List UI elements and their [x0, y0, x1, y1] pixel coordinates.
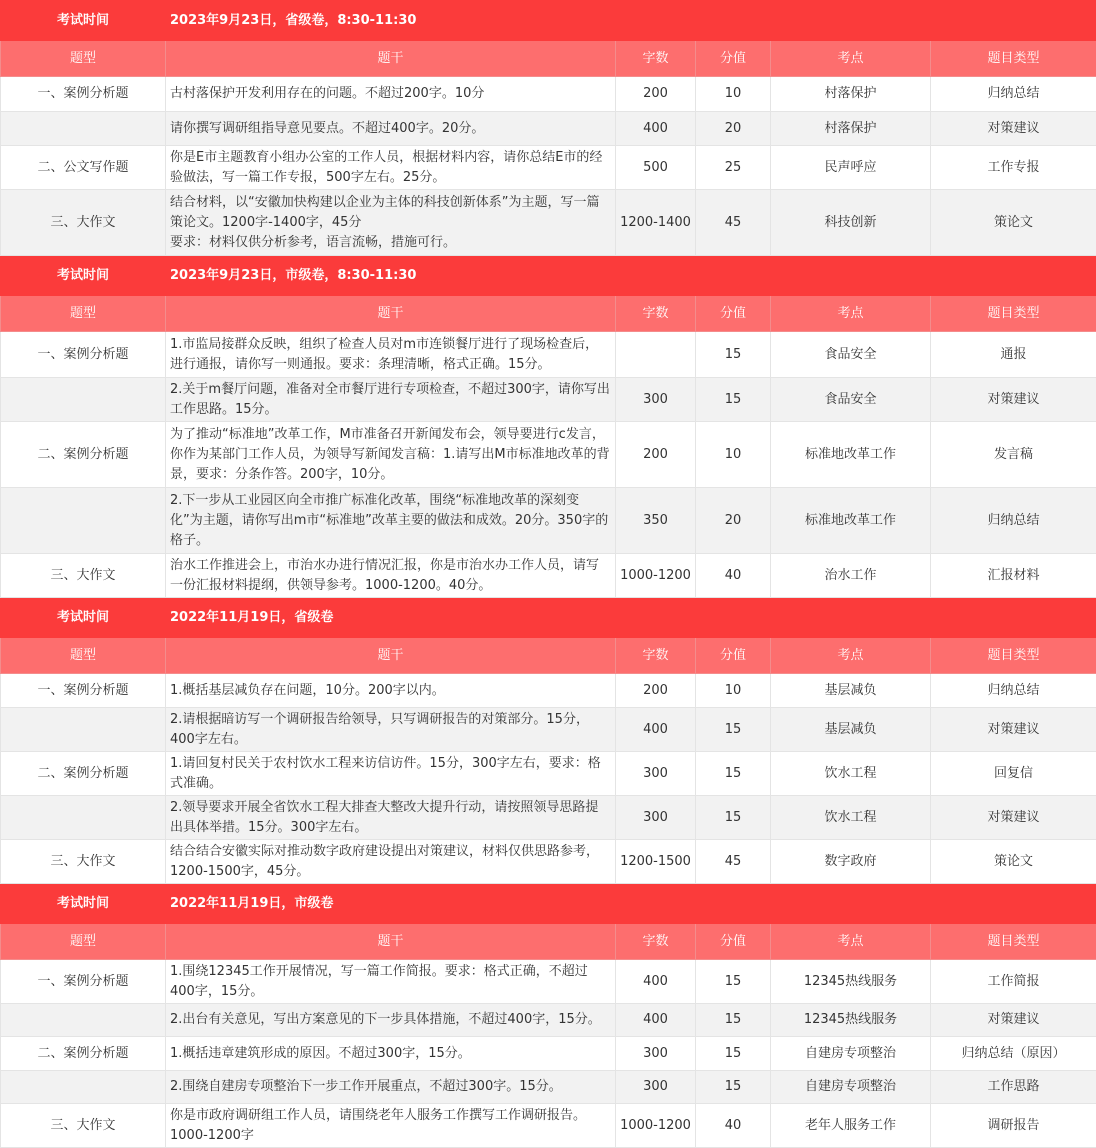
cell-point: 村落保护 — [771, 77, 931, 112]
table-row — [1, 1104, 1096, 1148]
cell-score: 20 — [696, 112, 771, 146]
cell-score: 15 — [696, 1071, 771, 1104]
header-words: 字数 — [616, 924, 696, 960]
cell-category: 通报 — [931, 332, 1096, 378]
cell-category: 归纳总结 — [931, 488, 1096, 554]
cell-stem: 1.概括基层减负存在问题，10分。200字以内。 — [166, 674, 616, 708]
cell-type: 一、案例分析题 — [1, 77, 166, 112]
cell-words: 400 — [616, 1004, 696, 1037]
cell-stem: 1.市监局接群众反映，组织了检查人员对m市连锁餐厅进行了现场检查后，进行通报，请你写一则通报。要求：条理清晰，格式正确。15分。 — [166, 332, 616, 378]
cell-stem: 结合结合安徽实际对推动数字政府建设提出对策建议，材料仅供思路参考，1200-1500字，45分。 — [166, 840, 616, 884]
header-point: 考点 — [771, 41, 931, 77]
exam-time-value: 2023年9月23日，省级卷，8:30-11:30 — [166, 1, 1096, 41]
cell-point: 数字政府 — [771, 840, 931, 884]
cell-type: 二、公文写作题 — [1, 146, 166, 190]
cell-type: 三、大作文 — [1, 554, 166, 598]
table-row — [1, 1004, 1096, 1037]
cell-type — [1, 112, 166, 146]
cell-type: 一、案例分析题 — [1, 960, 166, 1004]
table-row — [1, 554, 1096, 598]
table-row — [1, 796, 1096, 840]
cell-type: 一、案例分析题 — [1, 674, 166, 708]
header-type: 题型 — [1, 41, 166, 77]
cell-category: 汇报材料 — [931, 554, 1096, 598]
header-category: 题目类型 — [931, 41, 1096, 77]
cell-category: 工作简报 — [931, 960, 1096, 1004]
cell-point: 12345热线服务 — [771, 1004, 931, 1037]
cell-point: 饮水工程 — [771, 752, 931, 796]
exam-time-row — [1, 256, 1096, 296]
cell-point: 饮水工程 — [771, 796, 931, 840]
column-header-row — [1, 638, 1096, 674]
cell-category: 归纳总结 — [931, 77, 1096, 112]
cell-stem: 2.围绕自建房专项整治下一步工作开展重点，不超过300字。15分。 — [166, 1071, 616, 1104]
cell-stem: 你是市政府调研组工作人员，请围绕老年人服务工作撰写工作调研报告。1000-1200字 — [166, 1104, 616, 1148]
header-category: 题目类型 — [931, 924, 1096, 960]
table-row — [1, 1037, 1096, 1071]
cell-type: 二、案例分析题 — [1, 422, 166, 488]
exam-time-label: 考试时间 — [1, 1, 166, 41]
cell-words: 1200-1500 — [616, 840, 696, 884]
cell-words: 300 — [616, 796, 696, 840]
table-row — [1, 378, 1096, 422]
exam-table-body — [1, 1, 1096, 1148]
cell-words: 300 — [616, 1037, 696, 1071]
cell-score: 10 — [696, 77, 771, 112]
cell-score: 15 — [696, 1004, 771, 1037]
exam-time-row — [1, 1, 1096, 41]
cell-stem: 2.出台有关意见，写出方案意见的下一步具体措施，不超过400字，15分。 — [166, 1004, 616, 1037]
cell-stem: 1.围绕12345工作开展情况，写一篇工作简报。要求：格式正确，不超过400字，15分。 — [166, 960, 616, 1004]
cell-type — [1, 1071, 166, 1104]
header-type: 题型 — [1, 638, 166, 674]
header-stem: 题干 — [166, 638, 616, 674]
header-words: 字数 — [616, 638, 696, 674]
cell-point: 标准地改革工作 — [771, 422, 931, 488]
cell-stem: 治水工作推进会上，市治水办进行情况汇报，你是市治水办工作人员，请写一份汇报材料提纲，供领导参考。1000-1200。40分。 — [166, 554, 616, 598]
column-header-row — [1, 296, 1096, 332]
header-score: 分值 — [696, 638, 771, 674]
exam-time-value: 2022年11月19日，市级卷 — [166, 884, 1096, 924]
column-header-row — [1, 924, 1096, 960]
cell-stem: 2.下一步从工业园区向全市推广标准化改革，围绕“标准地改革的深刻变化”为主题，请你写出m市“标准地”改革主要的做法和成效。20分。350字的格子。 — [166, 488, 616, 554]
cell-score: 45 — [696, 190, 771, 256]
cell-stem: 1.请回复村民关于农村饮水工程来访信访件。15分，300字左右，要求：格式准确。 — [166, 752, 616, 796]
cell-category: 发言稿 — [931, 422, 1096, 488]
cell-point: 治水工作 — [771, 554, 931, 598]
cell-category: 对策建议 — [931, 1004, 1096, 1037]
cell-type: 二、案例分析题 — [1, 752, 166, 796]
cell-words: 400 — [616, 960, 696, 1004]
cell-words: 1200-1400 — [616, 190, 696, 256]
cell-score: 15 — [696, 332, 771, 378]
cell-words: 200 — [616, 422, 696, 488]
cell-stem: 2.关于m餐厅问题，准备对全市餐厅进行专项检查，不超过300字，请你写出工作思路。15分。 — [166, 378, 616, 422]
cell-words: 300 — [616, 378, 696, 422]
table-row — [1, 112, 1096, 146]
exam-time-row — [1, 884, 1096, 924]
table-row — [1, 422, 1096, 488]
cell-point: 基层减负 — [771, 674, 931, 708]
cell-type — [1, 796, 166, 840]
cell-score: 45 — [696, 840, 771, 884]
cell-category: 工作专报 — [931, 146, 1096, 190]
table-row — [1, 708, 1096, 752]
cell-point: 村落保护 — [771, 112, 931, 146]
cell-point: 民声呼应 — [771, 146, 931, 190]
cell-score: 20 — [696, 488, 771, 554]
cell-category: 策论文 — [931, 840, 1096, 884]
cell-category: 对策建议 — [931, 112, 1096, 146]
cell-words: 1000-1200 — [616, 1104, 696, 1148]
cell-words: 500 — [616, 146, 696, 190]
cell-type — [1, 488, 166, 554]
exam-time-value: 2023年9月23日，市级卷，8:30-11:30 — [166, 256, 1096, 296]
table-row — [1, 146, 1096, 190]
exam-time-label: 考试时间 — [1, 598, 166, 638]
cell-stem: 结合材料，以“安徽加快构建以企业为主体的科技创新体系”为主题，写一篇策论文。1200字-1400字，45分 要求：材料仅供分析参考，语言流畅，措施可行。 — [166, 190, 616, 256]
cell-words: 400 — [616, 112, 696, 146]
cell-words: 400 — [616, 708, 696, 752]
cell-category: 回复信 — [931, 752, 1096, 796]
cell-point: 标准地改革工作 — [771, 488, 931, 554]
cell-point: 12345热线服务 — [771, 960, 931, 1004]
cell-type: 三、大作文 — [1, 190, 166, 256]
table-row — [1, 77, 1096, 112]
cell-score: 10 — [696, 674, 771, 708]
header-point: 考点 — [771, 924, 931, 960]
exam-time-value: 2022年11月19日，省级卷 — [166, 598, 1096, 638]
exam-time-label: 考试时间 — [1, 884, 166, 924]
header-type: 题型 — [1, 924, 166, 960]
cell-words: 200 — [616, 674, 696, 708]
cell-stem: 为了推动“标准地”改革工作，M市准备召开新闻发布会，领导要进行c发言，你作为某部门工作人员，为领导写新闻发言稿：1.请写出M市标准地改革的背景，要求：分条作答。200字，10分。 — [166, 422, 616, 488]
table-row — [1, 1071, 1096, 1104]
cell-type: 一、案例分析题 — [1, 332, 166, 378]
cell-score: 40 — [696, 554, 771, 598]
cell-point: 食品安全 — [771, 378, 931, 422]
cell-point: 自建房专项整治 — [771, 1071, 931, 1104]
cell-stem: 2.请根据暗访写一个调研报告给领导，只写调研报告的对策部分。15分，400字左右。 — [166, 708, 616, 752]
header-stem: 题干 — [166, 924, 616, 960]
header-words: 字数 — [616, 296, 696, 332]
header-point: 考点 — [771, 296, 931, 332]
table-row — [1, 488, 1096, 554]
column-header-row — [1, 41, 1096, 77]
cell-category: 对策建议 — [931, 796, 1096, 840]
cell-words — [616, 332, 696, 378]
cell-stem: 古村落保护开发利用存在的问题。不超过200字。10分 — [166, 77, 616, 112]
cell-category: 工作思路 — [931, 1071, 1096, 1104]
cell-score: 25 — [696, 146, 771, 190]
cell-type: 二、案例分析题 — [1, 1037, 166, 1071]
cell-score: 15 — [696, 796, 771, 840]
cell-category: 策论文 — [931, 190, 1096, 256]
header-stem: 题干 — [166, 296, 616, 332]
cell-category: 对策建议 — [931, 378, 1096, 422]
cell-stem: 你是E市主题教育小组办公室的工作人员，根据材料内容，请你总结E市的经验做法，写一篇工作专报，500字左右。25分。 — [166, 146, 616, 190]
cell-score: 15 — [696, 752, 771, 796]
header-type: 题型 — [1, 296, 166, 332]
table-row — [1, 960, 1096, 1004]
cell-stem: 2.领导要求开展全省饮水工程大排查大整改大提升行动，请按照领导思路提出具体举措。15分。300字左右。 — [166, 796, 616, 840]
cell-score: 15 — [696, 378, 771, 422]
cell-category: 对策建议 — [931, 708, 1096, 752]
cell-point: 食品安全 — [771, 332, 931, 378]
table-row — [1, 332, 1096, 378]
exam-time-label: 考试时间 — [1, 256, 166, 296]
cell-words: 300 — [616, 1071, 696, 1104]
cell-point: 自建房专项整治 — [771, 1037, 931, 1071]
cell-type: 三、大作文 — [1, 840, 166, 884]
header-category: 题目类型 — [931, 638, 1096, 674]
header-point: 考点 — [771, 638, 931, 674]
header-words: 字数 — [616, 41, 696, 77]
cell-score: 15 — [696, 960, 771, 1004]
table-row — [1, 190, 1096, 256]
cell-point: 科技创新 — [771, 190, 931, 256]
header-score: 分值 — [696, 296, 771, 332]
cell-type — [1, 708, 166, 752]
cell-point: 老年人服务工作 — [771, 1104, 931, 1148]
cell-category: 归纳总结（原因） — [931, 1037, 1096, 1071]
header-stem: 题干 — [166, 41, 616, 77]
exam-time-row — [1, 598, 1096, 638]
table-row — [1, 840, 1096, 884]
cell-score: 40 — [696, 1104, 771, 1148]
cell-stem: 请你撰写调研组指导意见要点。不超过400字。20分。 — [166, 112, 616, 146]
header-score: 分值 — [696, 924, 771, 960]
header-score: 分值 — [696, 41, 771, 77]
cell-words: 350 — [616, 488, 696, 554]
table-row — [1, 674, 1096, 708]
cell-category: 调研报告 — [931, 1104, 1096, 1148]
table-row — [1, 752, 1096, 796]
cell-type: 三、大作文 — [1, 1104, 166, 1148]
cell-words: 300 — [616, 752, 696, 796]
cell-type — [1, 378, 166, 422]
cell-point: 基层减负 — [771, 708, 931, 752]
cell-stem: 1.概括违章建筑形成的原因。不超过300字，15分。 — [166, 1037, 616, 1071]
cell-score: 15 — [696, 708, 771, 752]
cell-type — [1, 1004, 166, 1037]
cell-words: 200 — [616, 77, 696, 112]
header-category: 题目类型 — [931, 296, 1096, 332]
cell-words: 1000-1200 — [616, 554, 696, 598]
cell-category: 归纳总结 — [931, 674, 1096, 708]
cell-score: 10 — [696, 422, 771, 488]
cell-score: 15 — [696, 1037, 771, 1071]
